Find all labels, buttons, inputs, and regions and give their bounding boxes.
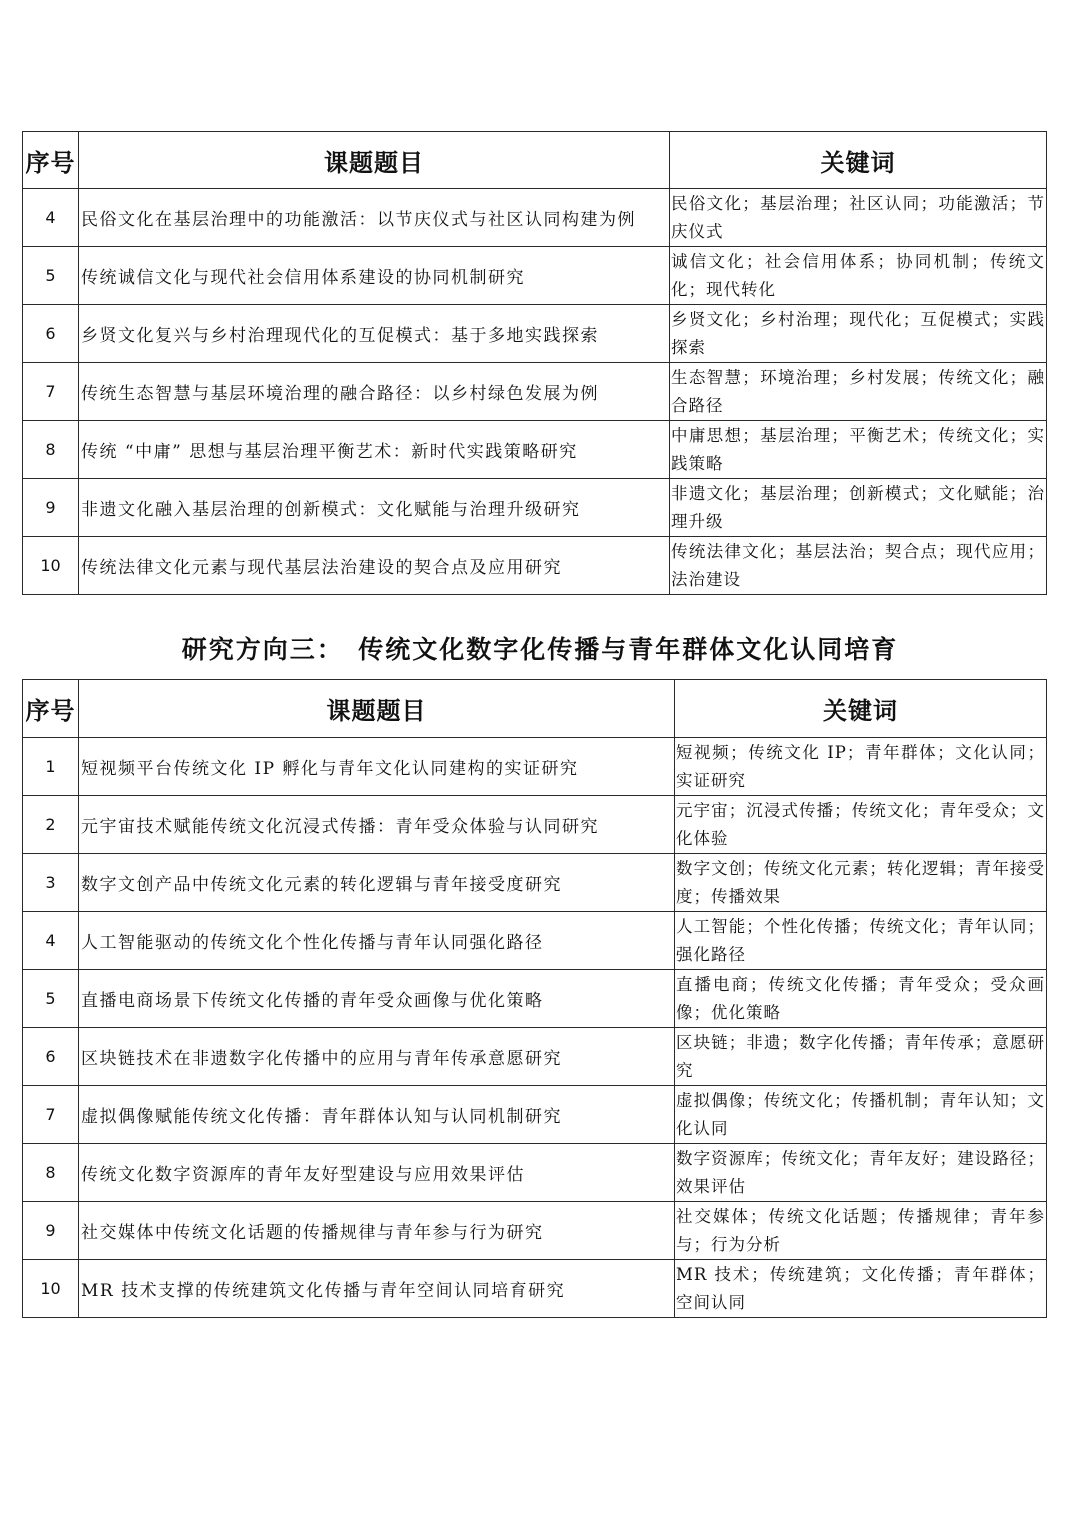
topics-table-direction-2 bbox=[22, 131, 1047, 595]
table-body bbox=[23, 738, 1047, 1318]
row-number: 9 bbox=[23, 1202, 79, 1260]
table-row bbox=[23, 970, 1047, 1028]
table-row bbox=[23, 1202, 1047, 1260]
row-number: 10 bbox=[23, 1260, 79, 1318]
row-number: 6 bbox=[23, 305, 79, 363]
row-topic-title: 虚拟偶像赋能传统文化传播：青年群体认知与认同机制研究 bbox=[79, 1086, 675, 1144]
row-topic-title: 民俗文化在基层治理中的功能激活：以节庆仪式与社区认同构建为例 bbox=[79, 189, 670, 247]
row-keywords: 区块链；非遗；数字化传播；青年传承；意愿研究 bbox=[675, 1028, 1047, 1086]
row-keywords: 非遗文化；基层治理；创新模式；文化赋能；治理升级 bbox=[670, 479, 1047, 537]
row-topic-title: 传统诚信文化与现代社会信用体系建设的协同机制研究 bbox=[79, 247, 670, 305]
table-row bbox=[23, 854, 1047, 912]
table-row bbox=[23, 363, 1047, 421]
table-row bbox=[23, 421, 1047, 479]
table-row bbox=[23, 1144, 1047, 1202]
topics-table-direction-3 bbox=[22, 679, 1047, 1318]
row-keywords: 社交媒体；传统文化话题；传播规律；青年参与；行为分析 bbox=[675, 1202, 1047, 1260]
row-keywords: 中庸思想；基层治理；平衡艺术；传统文化；实践策略 bbox=[670, 421, 1047, 479]
header-number: 序号 bbox=[23, 680, 79, 738]
row-keywords: 元宇宙；沉浸式传播；传统文化；青年受众；文化体验 bbox=[675, 796, 1047, 854]
table-row bbox=[23, 305, 1047, 363]
table-row bbox=[23, 796, 1047, 854]
row-topic-title: 人工智能驱动的传统文化个性化传播与青年认同强化路径 bbox=[79, 912, 675, 970]
row-number: 9 bbox=[23, 479, 79, 537]
table-row bbox=[23, 1028, 1047, 1086]
row-keywords: 民俗文化；基层治理；社区认同；功能激活；节庆仪式 bbox=[670, 189, 1047, 247]
row-keywords: 直播电商；传统文化传播；青年受众；受众画像；优化策略 bbox=[675, 970, 1047, 1028]
table-row bbox=[23, 1260, 1047, 1318]
row-number: 3 bbox=[23, 854, 79, 912]
table-row bbox=[23, 247, 1047, 305]
section-heading: 研究方向三： 传统文化数字化传播与青年群体文化认同培育 bbox=[181, 635, 899, 664]
row-number: 4 bbox=[23, 912, 79, 970]
row-number: 2 bbox=[23, 796, 79, 854]
table-body bbox=[23, 189, 1047, 595]
row-number: 10 bbox=[23, 537, 79, 595]
row-topic-title: MR 技术支撑的传统建筑文化传播与青年空间认同培育研究 bbox=[79, 1260, 675, 1318]
row-keywords: 乡贤文化；乡村治理；现代化；互促模式；实践探索 bbox=[670, 305, 1047, 363]
row-keywords: 短视频；传统文化 IP；青年群体；文化认同；实证研究 bbox=[675, 738, 1047, 796]
header-keywords: 关键词 bbox=[670, 132, 1047, 189]
row-topic-title: 区块链技术在非遗数字化传播中的应用与青年传承意愿研究 bbox=[79, 1028, 675, 1086]
row-topic-title: 传统法律文化元素与现代基层法治建设的契合点及应用研究 bbox=[79, 537, 670, 595]
row-number: 6 bbox=[23, 1028, 79, 1086]
row-topic-title: 乡贤文化复兴与乡村治理现代化的互促模式：基于多地实践探索 bbox=[79, 305, 670, 363]
row-topic-title: 非遗文化融入基层治理的创新模式：文化赋能与治理升级研究 bbox=[79, 479, 670, 537]
row-topic-title: 传统生态智慧与基层环境治理的融合路径：以乡村绿色发展为例 bbox=[79, 363, 670, 421]
row-number: 7 bbox=[23, 1086, 79, 1144]
header-keywords: 关键词 bbox=[675, 680, 1047, 738]
table-row bbox=[23, 479, 1047, 537]
table-row bbox=[23, 912, 1047, 970]
table-row bbox=[23, 189, 1047, 247]
row-keywords: 虚拟偶像；传统文化；传播机制；青年认知；文化认同 bbox=[675, 1086, 1047, 1144]
table-row bbox=[23, 738, 1047, 796]
row-number: 7 bbox=[23, 363, 79, 421]
row-topic-title: 社交媒体中传统文化话题的传播规律与青年参与行为研究 bbox=[79, 1202, 675, 1260]
header-title: 课题题目 bbox=[79, 680, 675, 738]
row-number: 4 bbox=[23, 189, 79, 247]
row-keywords: 生态智慧；环境治理；乡村发展；传统文化；融合路径 bbox=[670, 363, 1047, 421]
row-keywords: 数字文创；传统文化元素；转化逻辑；青年接受度；传播效果 bbox=[675, 854, 1047, 912]
header-title: 课题题目 bbox=[79, 132, 670, 189]
row-topic-title: 元宇宙技术赋能传统文化沉浸式传播：青年受众体验与认同研究 bbox=[79, 796, 675, 854]
table-header-row bbox=[23, 132, 1047, 189]
row-number: 1 bbox=[23, 738, 79, 796]
row-keywords: MR 技术；传统建筑；文化传播；青年群体；空间认同 bbox=[675, 1260, 1047, 1318]
row-topic-title: 直播电商场景下传统文化传播的青年受众画像与优化策略 bbox=[79, 970, 675, 1028]
row-number: 8 bbox=[23, 421, 79, 479]
table-row bbox=[23, 537, 1047, 595]
row-number: 5 bbox=[23, 247, 79, 305]
table-row bbox=[23, 1086, 1047, 1144]
row-topic-title: 传统 “中庸” 思想与基层治理平衡艺术：新时代实践策略研究 bbox=[79, 421, 670, 479]
row-keywords: 数字资源库；传统文化；青年友好；建设路径；效果评估 bbox=[675, 1144, 1047, 1202]
row-number: 5 bbox=[23, 970, 79, 1028]
row-topic-title: 传统文化数字资源库的青年友好型建设与应用效果评估 bbox=[79, 1144, 675, 1202]
row-keywords: 人工智能；个性化传播；传统文化；青年认同；强化路径 bbox=[675, 912, 1047, 970]
row-keywords: 传统法律文化；基层法治；契合点；现代应用；法治建设 bbox=[670, 537, 1047, 595]
row-keywords: 诚信文化；社会信用体系；协同机制；传统文化；现代转化 bbox=[670, 247, 1047, 305]
row-topic-title: 短视频平台传统文化 IP 孵化与青年文化认同建构的实证研究 bbox=[79, 738, 675, 796]
row-topic-title: 数字文创产品中传统文化元素的转化逻辑与青年接受度研究 bbox=[79, 854, 675, 912]
table-header-row bbox=[23, 680, 1047, 738]
row-number: 8 bbox=[23, 1144, 79, 1202]
header-number: 序号 bbox=[23, 132, 79, 189]
